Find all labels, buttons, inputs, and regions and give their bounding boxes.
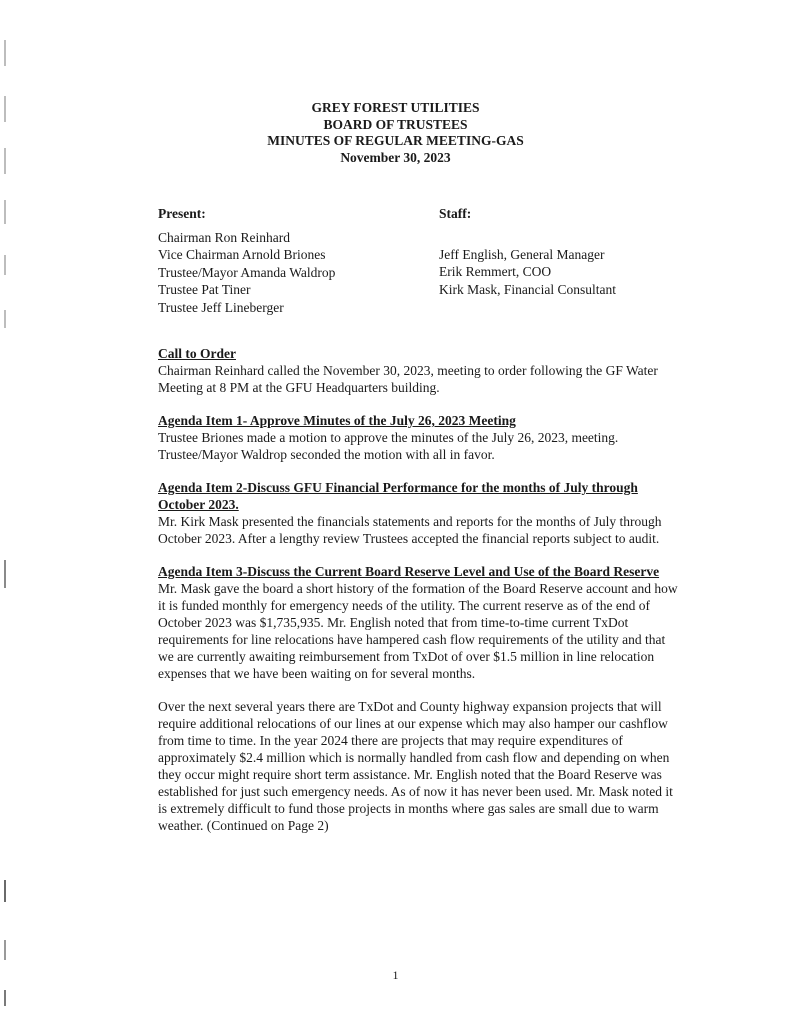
present-member: Trustee/Mayor Amanda Waldrop — [158, 264, 336, 280]
scan-mark — [4, 255, 16, 275]
section-text: Mr. Mask gave the board a short history of the formation of the Board Reserve account and how it is funded monthly for emergency needs of the utility. The current reserve as of the end of October 2023 was $1,735,935. Mr. English noted that from time-to-time current TxDot requirements for line relocations have hampered cash flow requirements of the utility and that we are currently awaiting reimbursement from TxDot of over $1.5 million in line relocation expenses that we have been waiting on for several months. — [158, 581, 678, 681]
section-title: Agenda Item 1- Approve Minutes of the July 26, 2023 Meeting — [158, 413, 516, 428]
present-member: Vice Chairman Arnold Briones — [158, 247, 326, 262]
scan-binding-marks — [4, 40, 18, 1020]
meeting-date: November 30, 2023 — [340, 149, 451, 165]
scan-mark — [4, 310, 16, 328]
document-title: MINUTES OF REGULAR MEETING-GAS — [267, 133, 524, 148]
scan-mark — [4, 990, 16, 1006]
present-member: Chairman Ron Reinhard — [158, 229, 290, 245]
present-list — [158, 205, 428, 316]
section-title: Call to Order — [158, 346, 236, 361]
section-agenda-item-2 — [158, 479, 678, 547]
scan-mark — [4, 940, 16, 960]
staff-member: Kirk Mask, Financial Consultant — [439, 281, 616, 297]
section-title: Agenda Item 3-Discuss the Current Board Reserve Level and Use of the Board Reserve — [158, 564, 660, 579]
staff-list — [439, 205, 709, 298]
staff-heading: Staff: — [439, 206, 472, 221]
section-text: Mr. Kirk Mask presented the financials statements and reports for the months of July through October 2023. After a lengthy review Trustees accepted the financial reports subject to audit. — [158, 514, 662, 546]
scan-mark — [4, 560, 16, 588]
present-member: Trustee Jeff Lineberger — [158, 299, 284, 315]
staff-member: Erik Remmert, COO — [439, 264, 552, 279]
scan-mark — [4, 880, 16, 902]
scan-mark — [4, 200, 16, 224]
staff-member: Jeff English, General Manager — [439, 246, 605, 262]
section-title: Agenda Item 2-Discuss GFU Financial Performance for the months of July through October 2023. — [158, 480, 638, 512]
section-text: Chairman Reinhard called the November 30, 2023, meeting to order following the GF Water Meeting at 8 PM at the GFU Headquarters building. — [158, 363, 658, 395]
section-agenda-item-1 — [158, 412, 678, 463]
section-call-to-order — [158, 345, 678, 396]
section-agenda-item-3 — [158, 563, 678, 834]
present-member: Trustee Pat Tiner — [158, 282, 251, 297]
minutes-body — [158, 345, 678, 850]
section-text: Trustee Briones made a motion to approve the minutes of the July 26, 2023, meeting. Trustee/Mayor Waldrop seconded the motion with all in favor. — [158, 430, 619, 462]
org-name: GREY FOREST UTILITIES — [311, 100, 480, 115]
present-heading: Present: — [158, 206, 206, 221]
board-name: BOARD OF TRUSTEES — [323, 116, 468, 132]
page-number: 1 — [392, 968, 399, 982]
section-text-continued: Over the next several years there are TxDot and County highway expansion projects that will require additional relocations of our lines at our expense which may also hamper our cashflow from time to time. In the year 2024 there are projects that may require expenditures of approximately $2.4 million which is normally handled from cash flow and depending on when they occur might require short term assistance. Mr. English noted that the Board Reserve was established for just such emergency needs. As of now it has never been used. Mr. Mask noted it is extremely difficult to fund those projects in months where gas sales are small due to warm weather. (Continued on Page 2) — [158, 699, 673, 833]
scan-mark — [4, 40, 16, 66]
document-header — [0, 100, 791, 166]
